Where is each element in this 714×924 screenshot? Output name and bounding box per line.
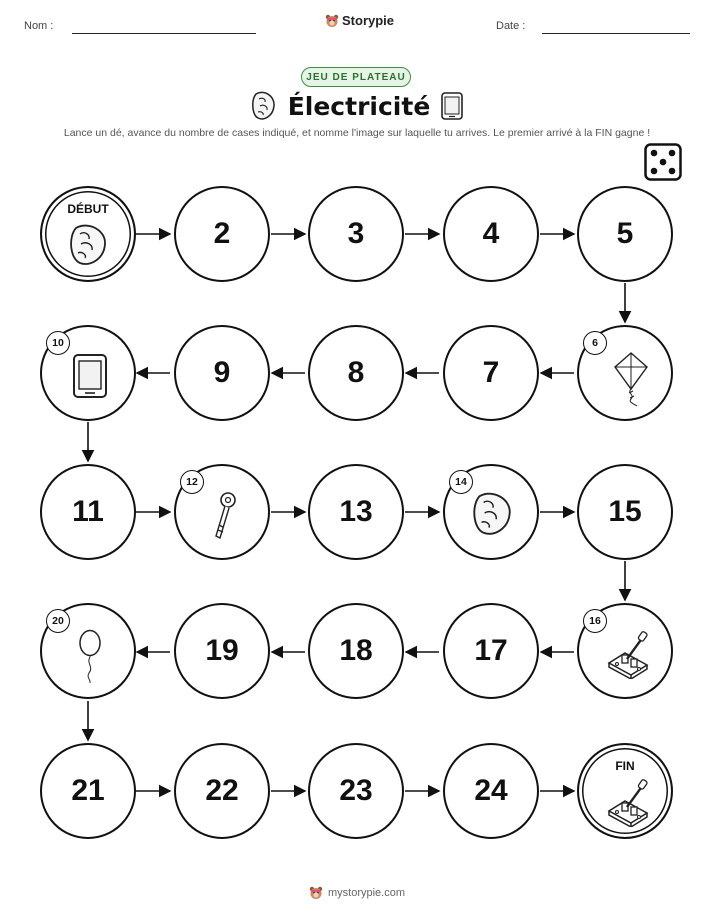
board-cell-picture[interactable] <box>174 464 270 560</box>
board-cell[interactable] <box>443 603 539 699</box>
date-line[interactable] <box>542 33 690 34</box>
footer <box>0 886 714 900</box>
cell-badge: 10 <box>46 331 70 355</box>
cell-number: 21 <box>71 774 105 807</box>
cell-badge: 20 <box>46 609 70 633</box>
kite-icon <box>609 351 653 407</box>
board-cell[interactable] <box>174 603 270 699</box>
name-label: Nom : <box>24 20 54 32</box>
key-icon <box>208 490 240 542</box>
board-cell[interactable] <box>308 603 404 699</box>
tablet-icon <box>70 353 110 399</box>
cell-number: 4 <box>482 217 500 250</box>
title-row <box>250 90 464 122</box>
board-cell[interactable] <box>40 464 136 560</box>
board-cell[interactable] <box>577 186 673 282</box>
board-cell[interactable] <box>174 325 270 421</box>
switch-icon <box>605 629 651 679</box>
board-cell[interactable] <box>308 464 404 560</box>
cell-number: 5 <box>616 217 634 250</box>
cell-badge: 6 <box>583 331 607 355</box>
dice-five-icon <box>644 143 682 181</box>
board-cell-picture[interactable] <box>40 325 136 421</box>
board-cell[interactable] <box>443 186 539 282</box>
start-cell[interactable] <box>40 186 136 282</box>
cell-number: 17 <box>474 634 508 667</box>
board-cell[interactable] <box>308 325 404 421</box>
board-cell[interactable] <box>40 743 136 839</box>
cell-number: 22 <box>205 774 239 807</box>
cell-number: 9 <box>213 356 231 389</box>
board-cell[interactable] <box>443 743 539 839</box>
start-label: DÉBUT <box>67 202 109 216</box>
game-type-tag: JEU DE PLATEAU <box>301 67 411 87</box>
brand-logo <box>325 13 394 28</box>
cell-number: 23 <box>339 774 373 807</box>
cell-number: 15 <box>608 495 642 528</box>
bear-logo-icon <box>325 14 339 28</box>
rock-icon <box>469 490 517 538</box>
board-cell-picture[interactable] <box>577 325 673 421</box>
board-cell[interactable] <box>577 464 673 560</box>
board-cell-picture[interactable] <box>443 464 539 560</box>
cell-badge: 14 <box>449 470 473 494</box>
date-label: Date : <box>496 20 526 32</box>
end-cell[interactable] <box>577 743 673 839</box>
cell-number: 19 <box>205 634 239 667</box>
cell-number: 8 <box>347 356 365 389</box>
board-cell[interactable] <box>308 743 404 839</box>
tablet-icon <box>440 91 464 121</box>
cell-number: 13 <box>339 495 373 528</box>
board-cell[interactable] <box>308 186 404 282</box>
rock-icon <box>66 222 112 268</box>
board-cell[interactable] <box>174 743 270 839</box>
balloon-icon <box>76 629 104 685</box>
instructions: Lance un dé, avance du nombre de cases indiqué, et nomme l'image sur laquelle tu arrives. Le premier arrivé à la FIN gagne ! <box>63 127 651 139</box>
cell-number: 18 <box>339 634 373 667</box>
bear-logo-icon <box>309 886 323 900</box>
cell-number: 3 <box>347 217 365 250</box>
brand-name: Storypie <box>342 13 395 28</box>
switch-icon <box>605 777 651 827</box>
page-title: Électricité <box>287 91 431 121</box>
end-label: FIN <box>615 759 635 773</box>
board-cell-picture[interactable] <box>40 603 136 699</box>
rock-icon <box>250 90 278 122</box>
cell-number: 24 <box>474 774 508 807</box>
cell-number: 11 <box>72 495 104 528</box>
cell-number: 7 <box>482 356 500 389</box>
cell-badge: 16 <box>583 609 607 633</box>
board-cell-picture[interactable] <box>577 603 673 699</box>
footer-url[interactable]: mystorypie.com <box>327 887 406 899</box>
cell-badge: 12 <box>180 470 204 494</box>
board-cell[interactable] <box>174 186 270 282</box>
cell-number: 2 <box>213 217 231 250</box>
board-cell[interactable] <box>443 325 539 421</box>
name-line[interactable] <box>72 33 256 34</box>
